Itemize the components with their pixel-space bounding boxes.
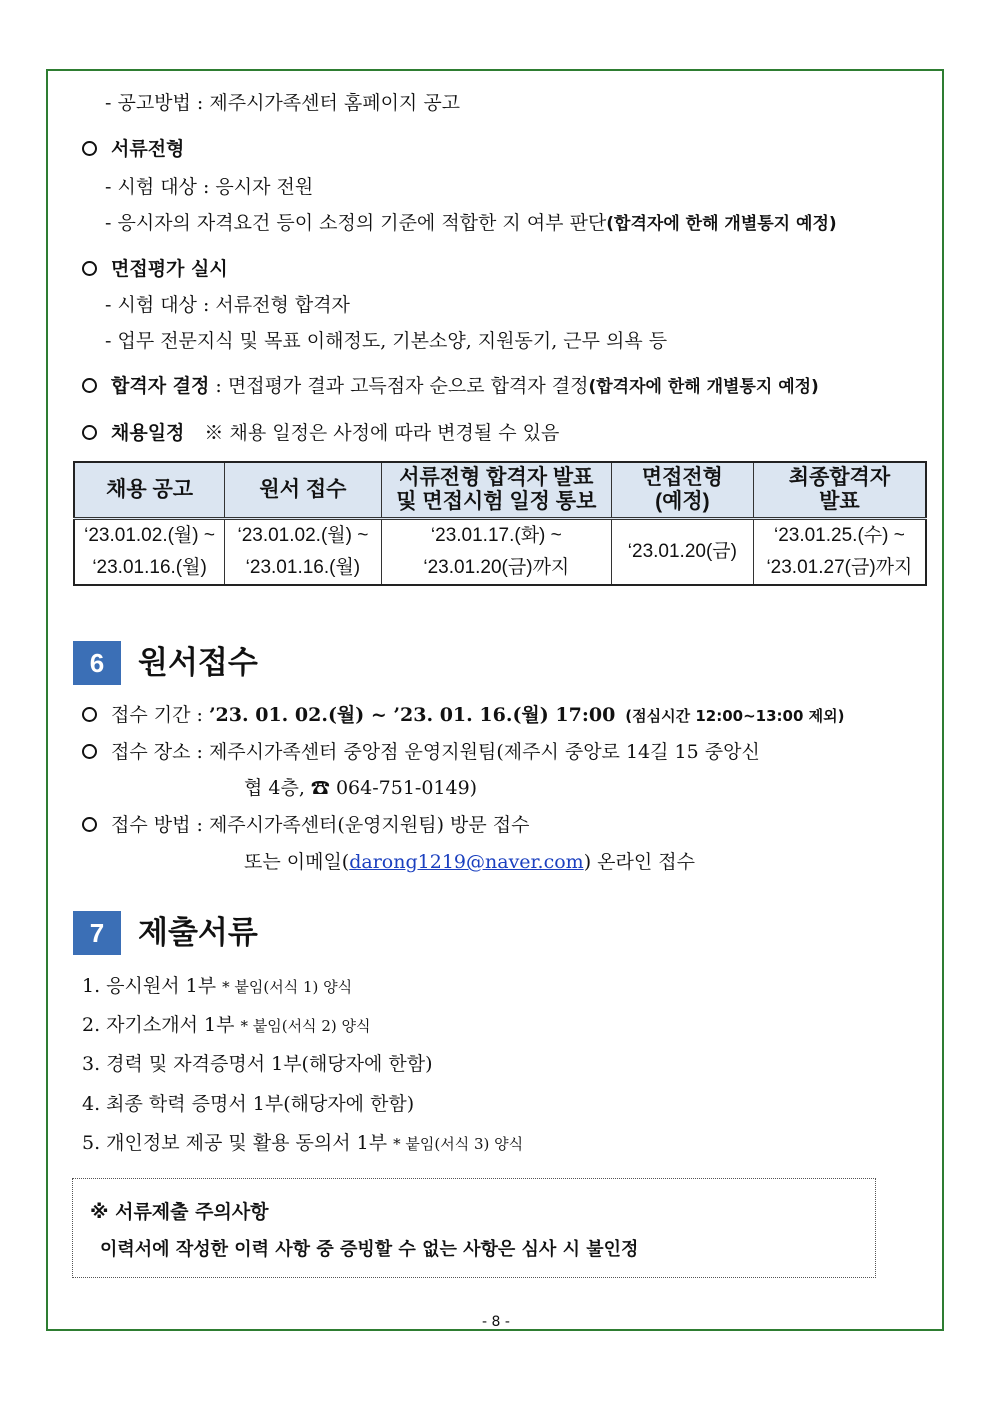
circle-bullet-icon [82, 744, 97, 759]
schedule-cell [611, 519, 753, 586]
document-item [82, 973, 352, 1000]
schedule-header [381, 462, 611, 519]
document-item [82, 1091, 414, 1118]
schedule-header-row [74, 462, 926, 519]
interview-line-1: - 시험 대상 : 서류전형 합격자 [105, 294, 350, 316]
schedule-header [225, 462, 382, 519]
decision-line [82, 373, 819, 400]
section-7-number: 7 [73, 911, 121, 955]
schedule-header [753, 462, 926, 519]
email-link[interactable]: darong1219@naver.com [349, 851, 584, 873]
document-item [82, 1130, 523, 1157]
method-line-2 [244, 849, 695, 875]
document-item-text: 1. 응시원서 1부 [82, 975, 223, 997]
screening-title: 서류전형 [111, 138, 185, 160]
cell-line: ‘23.01.20(금)까지 [423, 557, 570, 578]
period-value: ’23. 01. 02.(월) ~ ’23. 01. 16.(월) 17:00 [208, 704, 616, 726]
schedule-header [74, 462, 225, 519]
header-text: 서류전형 합격자 발표 및 면접시험 일정 통보 [396, 466, 597, 513]
receipt-place [82, 739, 760, 765]
document-item-note: * 붙임(서식 2) 양식 [240, 1017, 371, 1035]
header-text: 채용 공고 [106, 478, 194, 501]
period-label: 접수 기간 : [111, 704, 209, 726]
cell-line: ‘23.01.17.(화) ~ [430, 525, 562, 546]
screening-line-2-note: (합격자에 한해 개별통지 예정) [606, 214, 837, 234]
place-line-1: 제주시가족센터 중앙점 운영지원팀(제주시 중앙로 14길 15 중앙신 [208, 741, 760, 763]
schedule-cell [225, 519, 382, 586]
place-label: 접수 장소 : [111, 741, 209, 763]
cell-line: ‘23.01.02.(월) ~ [237, 525, 369, 546]
method-line-1: 제주시가족센터(운영지원팀) 방문 접수 [208, 814, 530, 836]
screening-line-1: - 시험 대상 : 응시자 전원 [105, 176, 314, 198]
method-line-2-prefix: 또는 이메일( [244, 851, 350, 873]
interview-title: 면접평가 실시 [111, 258, 228, 280]
notice-title: ※ 서류제출 주의사항 [90, 1201, 269, 1223]
document-item-text: 3. 경력 및 자격증명서 1부(해당자에 한함) [82, 1053, 433, 1075]
document-item-text: 4. 최종 학력 증명서 1부(해당자에 한함) [82, 1093, 415, 1115]
document-item [82, 1051, 433, 1078]
document-item-note: * 붙임(서식 1) 양식 [222, 978, 353, 996]
period-note: (점심시간 12:00~13:00 제외) [625, 707, 845, 725]
schedule-title: 채용일정 [111, 422, 185, 444]
receipt-method [82, 812, 530, 838]
circle-bullet-icon [82, 261, 97, 276]
page-number: - 8 - [482, 1314, 510, 1330]
header-text: 최종합격자 발표 [788, 466, 891, 513]
schedule-cell [74, 519, 225, 586]
method-line-2-suffix: ) 온라인 접수 [583, 851, 695, 873]
interview-heading [82, 256, 228, 282]
cell-line: ‘23.01.27(금)까지 [766, 557, 913, 578]
schedule-cell [753, 519, 926, 586]
circle-bullet-icon [82, 378, 97, 393]
screening-line-2 [105, 210, 837, 237]
cell-line: ‘23.01.02.(월) ~ [84, 525, 215, 546]
section-7-title: 제출서류 [138, 915, 258, 951]
notice-box [72, 1178, 876, 1278]
section-6-number: 6 [73, 641, 121, 685]
cell-line: ‘23.01.16.(월) [92, 557, 207, 578]
circle-bullet-icon [82, 425, 97, 440]
interview-line-2: - 업무 전문지식 및 목표 이해정도, 기본소양, 지원동기, 근무 의욕 등 [105, 330, 668, 352]
document-item-note: * 붙임(서식 3) 양식 [393, 1135, 524, 1153]
screening-line-2-text: - 응시자의 자격요건 등이 소정의 기준에 적합한 지 여부 판단 [105, 212, 607, 234]
screening-heading [82, 136, 184, 162]
decision-note: (합격자에 한해 개별통지 예정) [588, 377, 819, 397]
document-item-text: 5. 개인정보 제공 및 활용 동의서 1부 [82, 1132, 394, 1154]
cell-line: ‘23.01.25.(수) ~ [773, 525, 905, 546]
schedule-row [74, 519, 926, 586]
header-text: 원서 접수 [259, 478, 347, 501]
decision-body: : 면접평가 결과 고득점자 순으로 합격자 결정 [209, 375, 589, 397]
method-label: 접수 방법 : [111, 814, 209, 836]
circle-bullet-icon [82, 141, 97, 156]
header-text: 면접전형 (예정) [641, 466, 723, 513]
cell-line: ‘23.01.16.(월) [245, 557, 361, 578]
circle-bullet-icon [82, 817, 97, 832]
document-item [82, 1012, 370, 1039]
schedule-note: ※ 채용 일정은 사정에 따라 변경될 수 있음 [204, 422, 560, 444]
place-line-2: 협 4층, ☎ 064-751-0149) [244, 777, 478, 799]
schedule-cell [381, 519, 611, 586]
receipt-period [82, 702, 844, 729]
announcement-method: - 공고방법 : 제주시가족센터 홈페이지 공고 [105, 92, 461, 114]
cell-line: ‘23.01.20(금) [627, 541, 737, 562]
schedule-table [73, 461, 927, 586]
decision-title: 합격자 결정 [111, 375, 210, 397]
schedule-heading [82, 420, 559, 446]
circle-bullet-icon [82, 707, 97, 722]
schedule-header [611, 462, 753, 519]
document-item-text: 2. 자기소개서 1부 [82, 1014, 241, 1036]
section-6-title: 원서접수 [138, 645, 258, 681]
notice-body: 이력서에 작성한 이력 사항 중 증빙할 수 없는 사항은 심사 시 불인정 [100, 1239, 639, 1260]
